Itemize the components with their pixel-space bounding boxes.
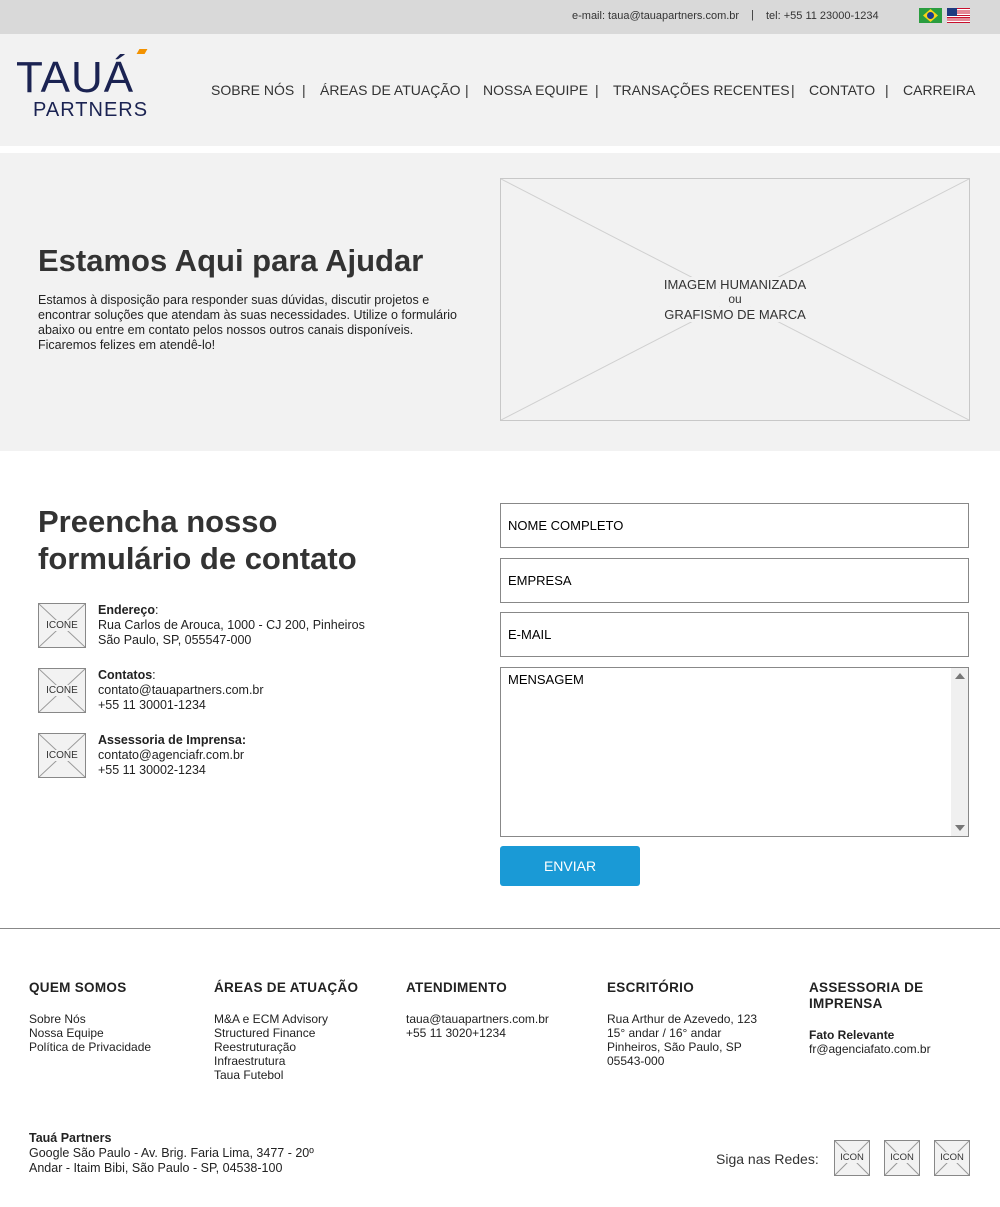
logo-name: TAUÁ: [16, 53, 135, 102]
footer-col-title-line1: ASSESSORIA DE: [809, 980, 924, 995]
footer-col-title: ÁREAS DE ATUAÇÃO: [214, 980, 359, 995]
footer-link-nossa-equipe[interactable]: Nossa Equipe: [29, 1026, 104, 1040]
address-line1: Rua Carlos de Arouca, 1000 - CJ 200, Pinheiros: [98, 618, 365, 632]
footer-link-infraestrutura[interactable]: Infraestrutura: [214, 1054, 286, 1068]
footer-col-escritorio: [607, 980, 757, 1068]
contacts-phone[interactable]: +55 11 30001-1234: [98, 698, 206, 712]
social-icon-label: ICON: [840, 1152, 864, 1163]
message-field[interactable]: [501, 668, 951, 836]
nav-item-equipe[interactable]: NOSSA EQUIPE: [483, 82, 589, 98]
footer-divider: [0, 928, 1000, 929]
contacts-email[interactable]: contato@tauapartners.com.br: [98, 683, 264, 697]
footer-link-ma[interactable]: M&A e ECM Advisory: [214, 1012, 329, 1026]
nav-separator: |: [885, 82, 889, 98]
brazil-flag-icon[interactable]: [919, 8, 942, 23]
company-field[interactable]: [501, 559, 968, 602]
topbar-email[interactable]: e-mail: taua@tauapartners.com.br: [572, 10, 740, 22]
footer-address-line: 05543-000: [607, 1054, 665, 1068]
footer-col-title: QUEM SOMOS: [29, 980, 127, 995]
contacts-icon: [38, 668, 86, 713]
nav-separator: |: [595, 82, 599, 98]
nav-separator: |: [465, 82, 469, 98]
image-caption-line1: IMAGEM HUMANIZADA: [655, 277, 815, 292]
contact-title-line2: formulário de contato: [38, 541, 357, 576]
top-bar: [0, 0, 1000, 34]
contacts-title: Contatos: [98, 668, 153, 682]
hero-section: [0, 153, 1000, 451]
contact-title: [38, 503, 357, 577]
contacts-title-suffix: :: [152, 668, 156, 682]
press-phone[interactable]: +55 11 30002-1234: [98, 763, 206, 777]
header: [0, 34, 1000, 146]
footer-col-title: ESCRITÓRIO: [607, 980, 695, 995]
social-icon-2[interactable]: [884, 1140, 920, 1176]
footer-link-sobre-nos[interactable]: Sobre Nós: [29, 1012, 86, 1026]
company-name: Tauá Partners: [29, 1131, 112, 1145]
usa-flag-icon[interactable]: [947, 8, 970, 23]
footer-col-quem-somos: [29, 980, 151, 1054]
social-icon-3[interactable]: [934, 1140, 970, 1176]
social-label: Siga nas Redes:: [716, 1151, 819, 1167]
footer-col-assessoria: [809, 980, 931, 1056]
company-info: [29, 1131, 314, 1176]
icon-label: ICONE: [46, 620, 78, 631]
topbar-separator: |: [751, 9, 754, 21]
footer-phone[interactable]: +55 11 3020+1234: [406, 1026, 506, 1040]
nav-item-areas[interactable]: ÁREAS DE ATUAÇÃO: [320, 82, 461, 98]
logo-accent: [137, 49, 148, 54]
logo-sub: PARTNERS: [33, 99, 149, 121]
social-icon-label: ICON: [890, 1152, 914, 1163]
footer-link-futebol[interactable]: Taua Futebol: [214, 1068, 284, 1082]
message-scrollbar[interactable]: [951, 668, 968, 836]
nav-item-carreira[interactable]: CARREIRA: [903, 82, 976, 98]
submit-button[interactable]: ENVIAR: [500, 846, 640, 886]
footer-link-privacidade[interactable]: Política de Privacidade: [29, 1040, 152, 1054]
address-icon: [38, 603, 86, 648]
nav-item-sobre-nos[interactable]: SOBRE NÓS: [211, 82, 295, 98]
footer-press-agency: Fato Relevante: [809, 1028, 895, 1042]
nav-separator: |: [302, 82, 306, 98]
image-caption-line3: GRAFISMO DE MARCA: [655, 307, 815, 322]
logo[interactable]: [16, 48, 156, 128]
social-icon-label: ICON: [940, 1152, 964, 1163]
hero-text: Estamos à disposição para responder suas dúvidas, discutir projetos e encontrar soluções que atendam às suas necessidades. Utilize o formulário abaixo ou entre em contato pelos nossos outros canais disponíveis. Ficaremos felizes em atendê-lo!: [38, 293, 457, 352]
footer-address-line: Pinheiros, São Paulo, SP: [607, 1040, 742, 1054]
email-field[interactable]: [501, 613, 968, 656]
image-caption-line2: ou: [720, 292, 750, 307]
hero-title: Estamos Aqui para Ajudar: [38, 243, 424, 278]
icon-label: ICONE: [46, 685, 78, 696]
address-line2: São Paulo, SP, 055547-000: [98, 633, 252, 647]
footer-col-atendimento: [406, 980, 549, 1040]
press-email[interactable]: contato@agenciafr.com.br: [98, 748, 245, 762]
nav-item-contato[interactable]: CONTATO: [809, 82, 876, 98]
message-field-wrap: [500, 667, 969, 837]
name-field-wrap: [500, 503, 969, 548]
hero-image-placeholder: [500, 178, 970, 421]
name-field[interactable]: [501, 504, 968, 547]
contact-title-line1: Preencha nosso: [38, 504, 278, 539]
company-field-wrap: [500, 558, 969, 603]
footer-email[interactable]: taua@tauapartners.com.br: [406, 1012, 549, 1026]
nav-item-transacoes[interactable]: TRANSAÇÕES RECENTES: [613, 82, 790, 98]
footer-press-email[interactable]: fr@agenciafato.com.br: [809, 1042, 931, 1056]
topbar-phone[interactable]: tel: +55 11 23000-1234: [766, 10, 879, 22]
email-field-wrap: [500, 612, 969, 657]
press-title: Assessoria de Imprensa:: [98, 733, 246, 747]
social-icon-1[interactable]: [834, 1140, 870, 1176]
footer-address-line: 15° andar / 16° andar: [607, 1026, 722, 1040]
scroll-down-icon[interactable]: [955, 825, 965, 831]
image-caption: [501, 277, 969, 322]
footer-address-line: Rua Arthur de Azevedo, 123: [607, 1012, 758, 1026]
address-title: Endereço: [98, 603, 155, 617]
address-title-suffix: :: [154, 603, 159, 617]
footer-col-title-line2: IMPRENSA: [809, 996, 883, 1011]
footer-col-title: [809, 980, 931, 1012]
company-address-line2: Andar - Itaim Bibi, São Paulo - SP, 04538-100: [29, 1161, 283, 1175]
footer-col-areas: [214, 980, 358, 1082]
icon-label: ICONE: [46, 750, 78, 761]
press-icon: [38, 733, 86, 778]
footer-link-structured-finance[interactable]: Structured Finance: [214, 1026, 316, 1040]
scroll-up-icon[interactable]: [955, 673, 965, 679]
nav-separator: |: [791, 82, 795, 98]
footer-link-reestruturacao[interactable]: Reestruturação: [214, 1040, 297, 1054]
company-address-line1: Google São Paulo - Av. Brig. Faria Lima, 3477 - 20º: [29, 1146, 314, 1160]
footer-col-title: ATENDIMENTO: [406, 980, 508, 995]
